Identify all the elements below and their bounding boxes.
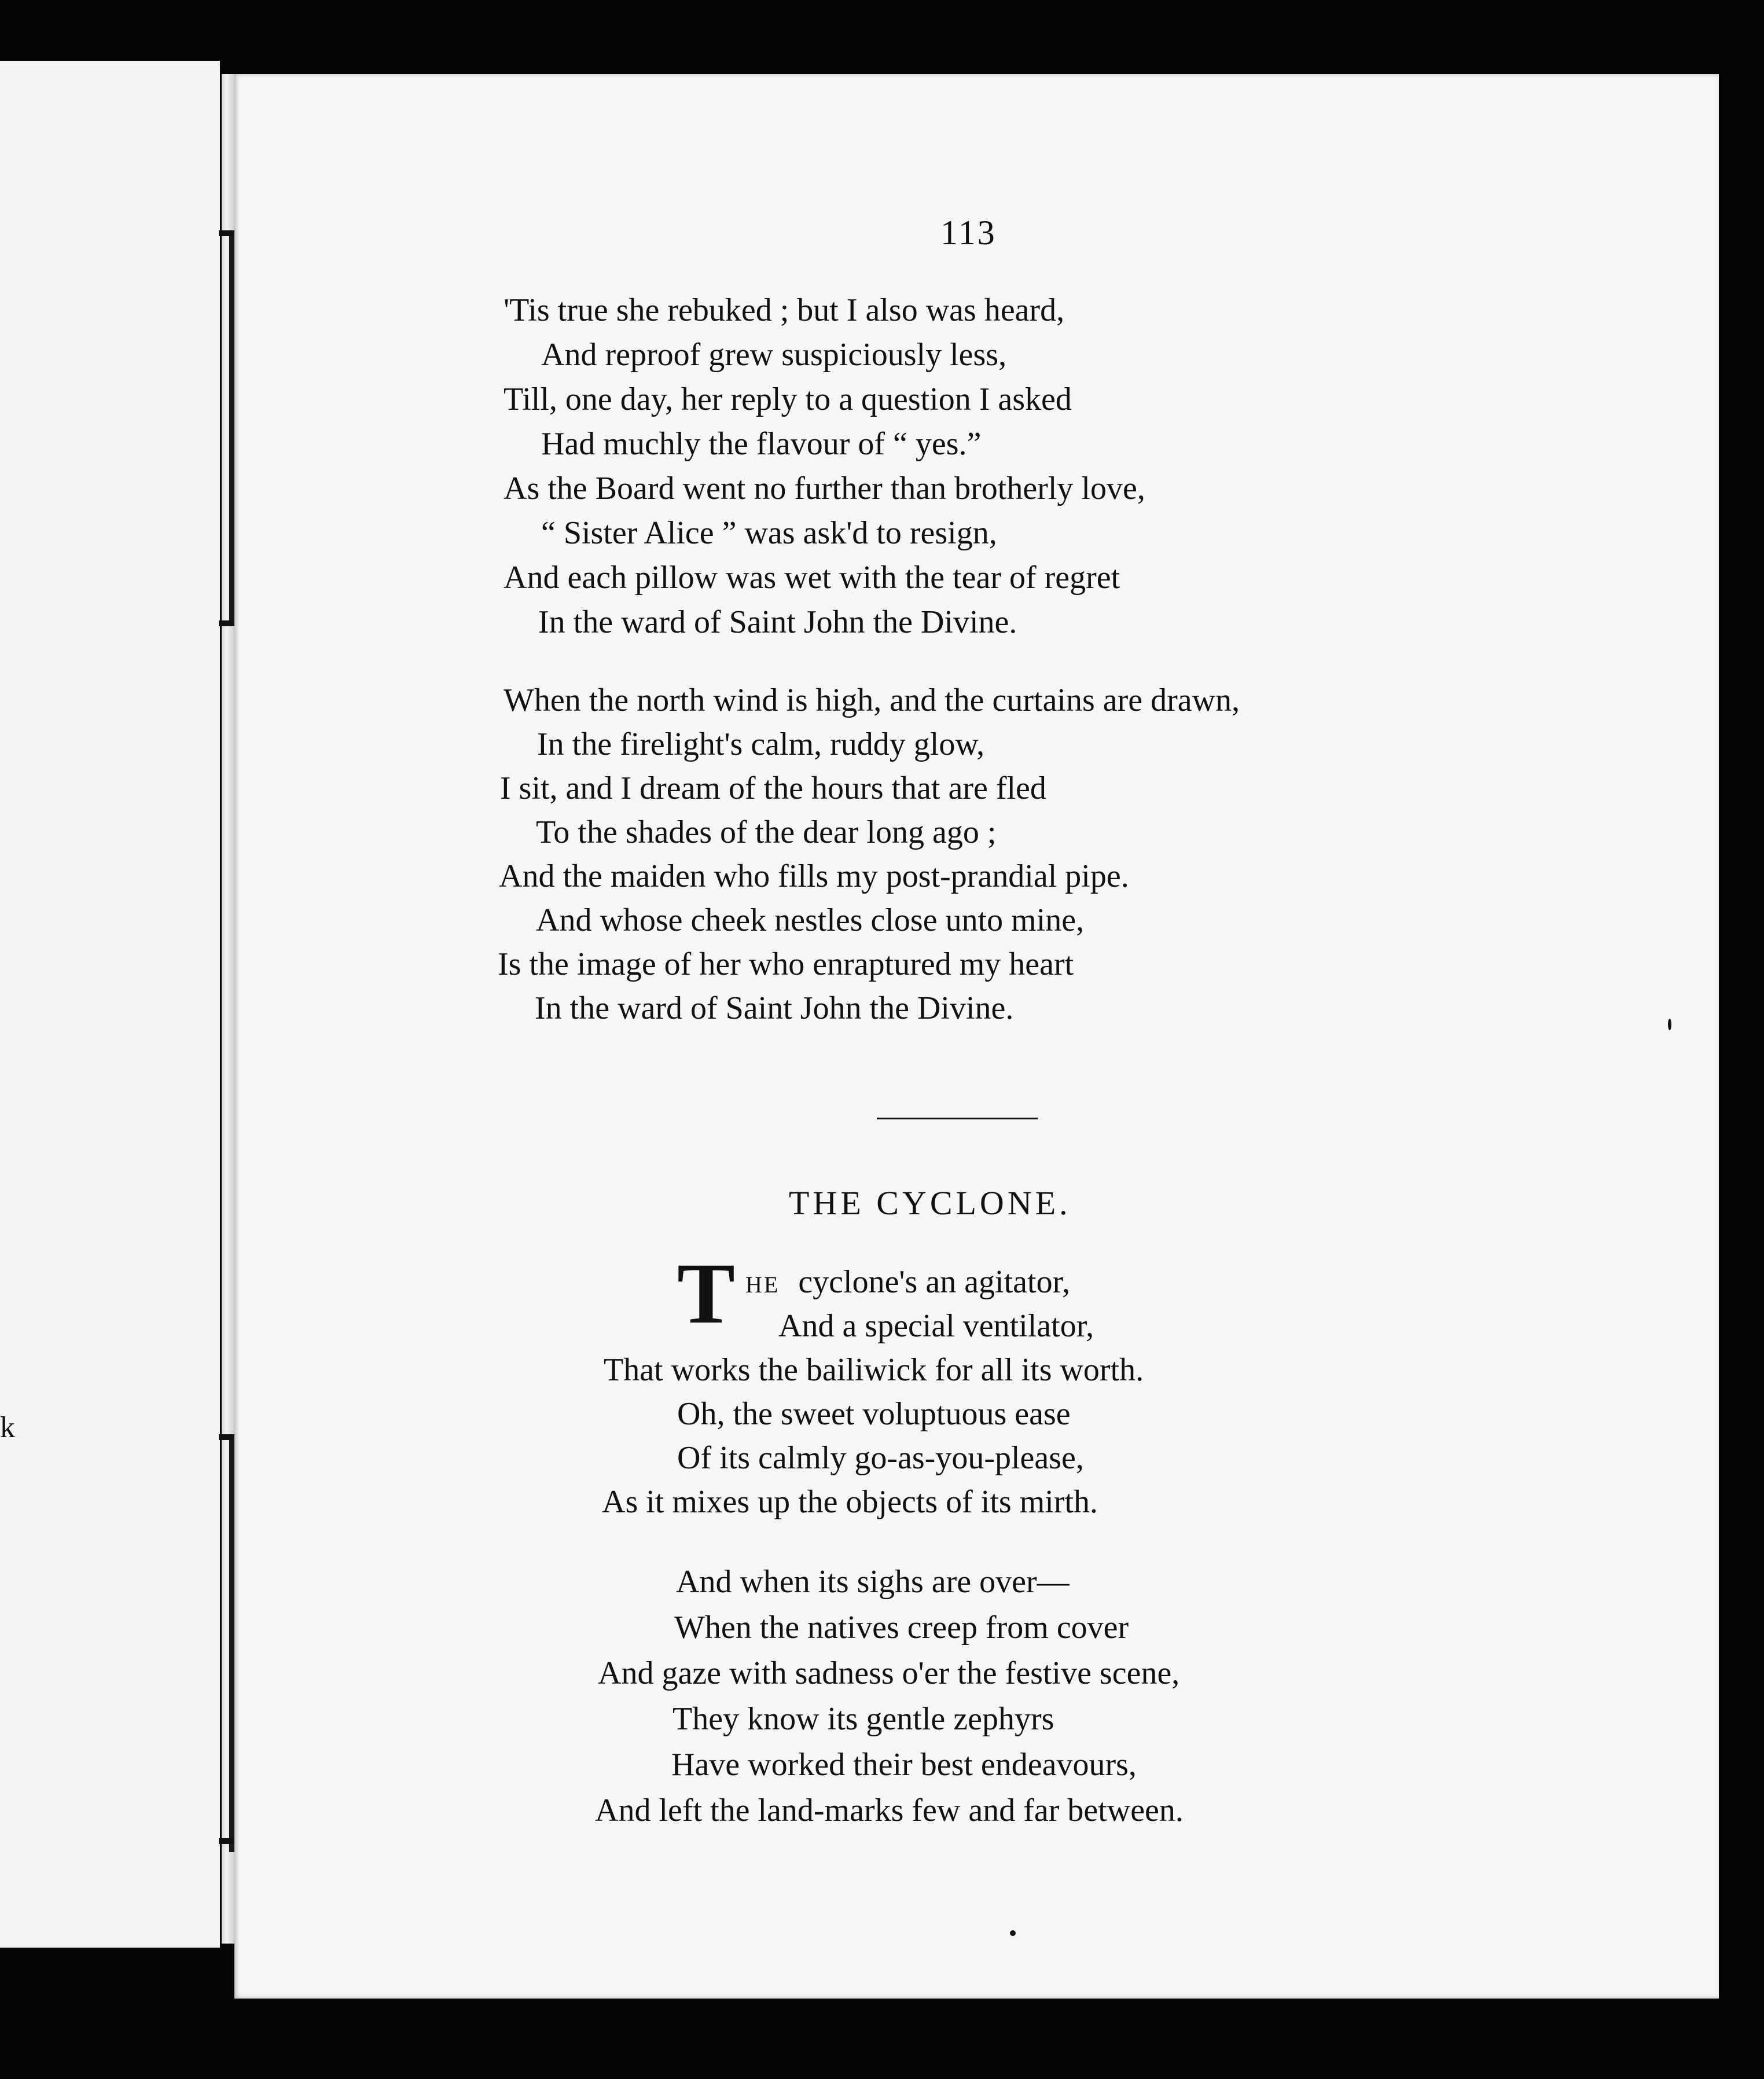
- poem-line: In the firelight's calm, ruddy glow,: [537, 726, 985, 762]
- poem-line: “ Sister Alice ” was ask'd to resign,: [541, 515, 997, 551]
- left-page: [0, 61, 220, 1948]
- poem-line: As it mixes up the objects of its mirth.: [602, 1484, 1098, 1520]
- poem-line: In the ward of Saint John the Divine.: [535, 990, 1014, 1026]
- poem-line-text: cyclone's an agitator,: [798, 1264, 1070, 1300]
- scan-speck: [1668, 1019, 1671, 1030]
- poem-line: And left the land-marks few and far between.: [595, 1793, 1184, 1828]
- poem-line-first: [745, 1266, 1070, 1298]
- poem-title: THE CYCLONE.: [789, 1184, 1071, 1222]
- poem-line: Have worked their best endeavours,: [671, 1747, 1137, 1783]
- left-page-edge-text: k: [0, 1411, 15, 1444]
- poem-line: Is the image of her who enraptured my heart: [498, 946, 1074, 982]
- scan-speck: [1010, 1930, 1016, 1936]
- poem-line: And a special ventilator,: [778, 1308, 1094, 1344]
- first-word-small-caps: HE: [745, 1272, 780, 1298]
- poem-line: That works the bailiwick for all its worth.: [604, 1352, 1144, 1388]
- poem-line: I sit, and I dream of the hours that are fled: [500, 770, 1046, 806]
- poem-line: And the maiden who fills my post-prandial pipe.: [499, 858, 1129, 894]
- poem-line: Of its calmly go-as-you-please,: [677, 1440, 1084, 1476]
- poem-line: As the Board went no further than brotherly love,: [504, 471, 1145, 506]
- poem-line: 'Tis true she rebuked ; but I also was heard,: [504, 292, 1065, 328]
- poem-line: They know its gentle zephyrs: [672, 1701, 1054, 1737]
- poem-line: And gaze with sadness o'er the festive scene,: [598, 1655, 1180, 1691]
- poem-line: When the natives creep from cover: [674, 1610, 1129, 1645]
- poem-line: When the north wind is high, and the curtains are drawn,: [504, 682, 1240, 718]
- section-divider: [877, 1118, 1038, 1119]
- poem-line: And each pillow was wet with the tear of regret: [504, 560, 1120, 596]
- poem-line: Had muchly the flavour of “ yes.”: [541, 426, 982, 462]
- poem-line: And when its sighs are over—: [676, 1564, 1070, 1600]
- page-number: 113: [940, 214, 997, 252]
- poem-line: Till, one day, her reply to a question I asked: [504, 381, 1072, 417]
- poem-line: In the ward of Saint John the Divine.: [538, 604, 1017, 640]
- poem-line: Oh, the sweet voluptuous ease: [677, 1396, 1071, 1432]
- drop-cap: T: [677, 1246, 736, 1342]
- poem-line: To the shades of the dear long ago ;: [536, 814, 997, 850]
- poem-line: And whose cheek nestles close unto mine,: [536, 902, 1085, 938]
- poem-line: And reproof grew suspiciously less,: [541, 337, 1007, 373]
